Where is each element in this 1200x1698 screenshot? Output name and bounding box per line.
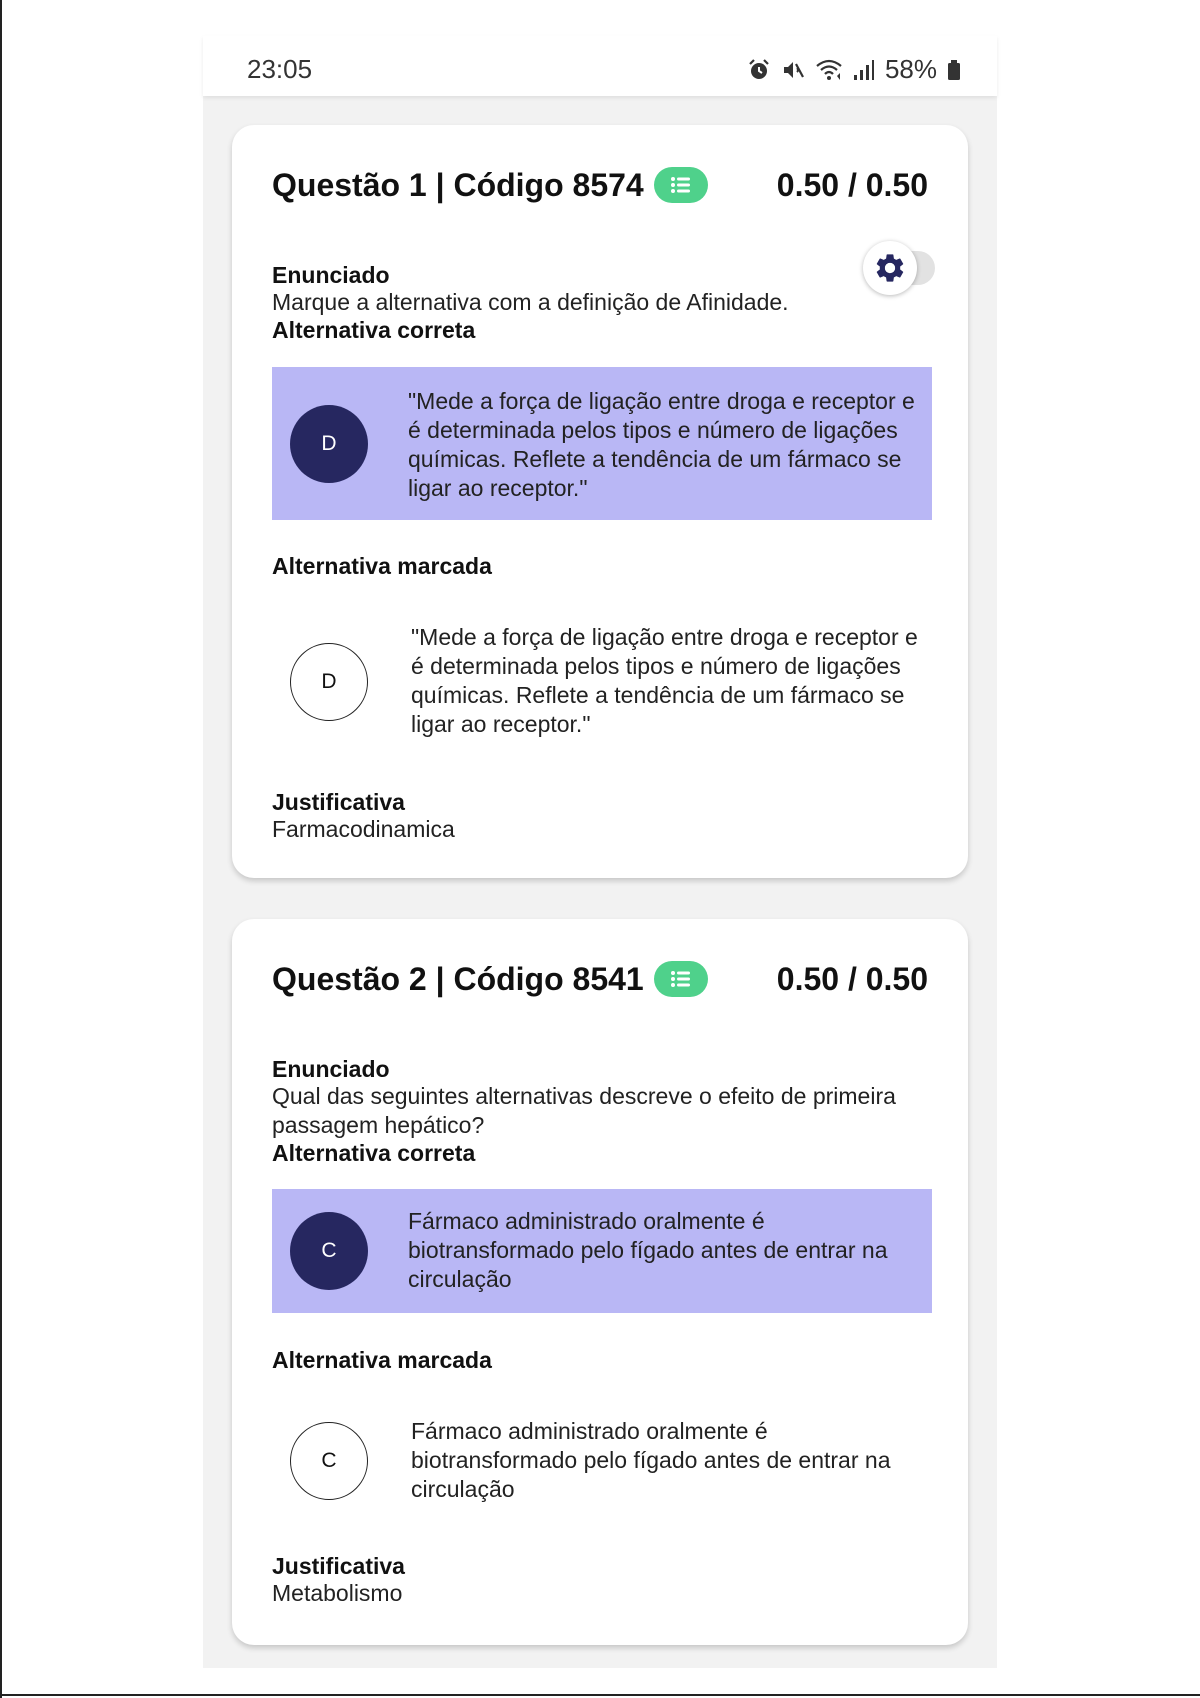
signal-icon <box>853 58 875 82</box>
question-header <box>272 957 928 1001</box>
marked-alternative-label: Alternativa marcada <box>272 1347 492 1373</box>
marked-alternative-text: "Mede a força de ligação entre droga e receptor e é determinada pelos tipos e número de ligações químicas. Reflete a tendência de um fármaco se ligar ao receptor." <box>411 624 918 737</box>
marked-alternative-box <box>272 603 932 756</box>
gear-icon <box>873 251 907 285</box>
marked-alternative-box <box>272 1397 932 1521</box>
justification-text: Farmacodinamica <box>272 816 455 842</box>
alarm-icon <box>747 58 771 82</box>
justification-label: Justificativa <box>272 789 405 815</box>
frame-border-left <box>0 0 2 1698</box>
question-title: Questão 2 | Código 8541 <box>272 960 644 997</box>
correct-alternative-text: Fármaco administrado oralmente é biotransformado pelo fígado antes de entrar na circulação <box>408 1208 888 1292</box>
correct-alternative-label: Alternativa correta <box>272 317 476 343</box>
settings-toggle[interactable] <box>863 241 941 293</box>
justification-text: Metabolismo <box>272 1580 403 1606</box>
battery-percentage: 58% <box>884 54 937 84</box>
question-card <box>232 919 968 1645</box>
correct-alternative-text: "Mede a força de ligação entre droga e receptor e é determinada pelos tipos e número de ligações químicas. Reflete a tendência de um fármaco se ligar ao receptor." <box>408 388 915 501</box>
statement-label: Enunciado <box>272 1056 390 1082</box>
correct-letter-badge: D <box>290 405 368 483</box>
question-title: Questão 1 | Código 8574 <box>272 166 644 203</box>
correct-letter-badge: C <box>290 1212 368 1290</box>
status-bar <box>203 36 997 96</box>
list-icon <box>667 174 695 196</box>
status-icons <box>747 54 961 85</box>
justification-label: Justificativa <box>272 1553 405 1579</box>
question-card <box>232 125 968 878</box>
phone-screen <box>203 36 997 1668</box>
toggle-knob <box>863 241 917 295</box>
statement-text: Marque a alternativa com a definição de Afinidade. <box>272 289 789 315</box>
question-score: 0.50 / 0.50 <box>776 960 928 997</box>
wifi-icon <box>815 58 843 82</box>
frame-border-bottom <box>0 1694 1200 1696</box>
status-time: 23:05 <box>247 54 313 84</box>
marked-alternative-label: Alternativa marcada <box>272 553 492 579</box>
marked-letter-badge: D <box>290 643 368 721</box>
list-button[interactable] <box>654 167 708 203</box>
question-score: 0.50 / 0.50 <box>776 166 928 203</box>
question-title-group <box>272 961 708 998</box>
marked-letter-badge: C <box>290 1422 368 1500</box>
question-title-group <box>272 167 708 204</box>
battery-icon <box>947 58 961 82</box>
list-icon <box>667 968 695 990</box>
correct-alternative-box <box>272 1189 932 1313</box>
statement-text: Qual das seguintes alternativas descreve o efeito de primeira passagem hepático? <box>272 1083 896 1138</box>
mute-icon <box>781 58 805 82</box>
marked-alternative-text: Fármaco administrado oralmente é biotransformado pelo fígado antes de entrar na circulação <box>411 1418 891 1502</box>
list-button[interactable] <box>654 961 708 997</box>
question-header <box>272 163 928 207</box>
correct-alternative-label: Alternativa correta <box>272 1140 476 1166</box>
correct-alternative-box <box>272 367 932 520</box>
statement-label: Enunciado <box>272 262 390 288</box>
